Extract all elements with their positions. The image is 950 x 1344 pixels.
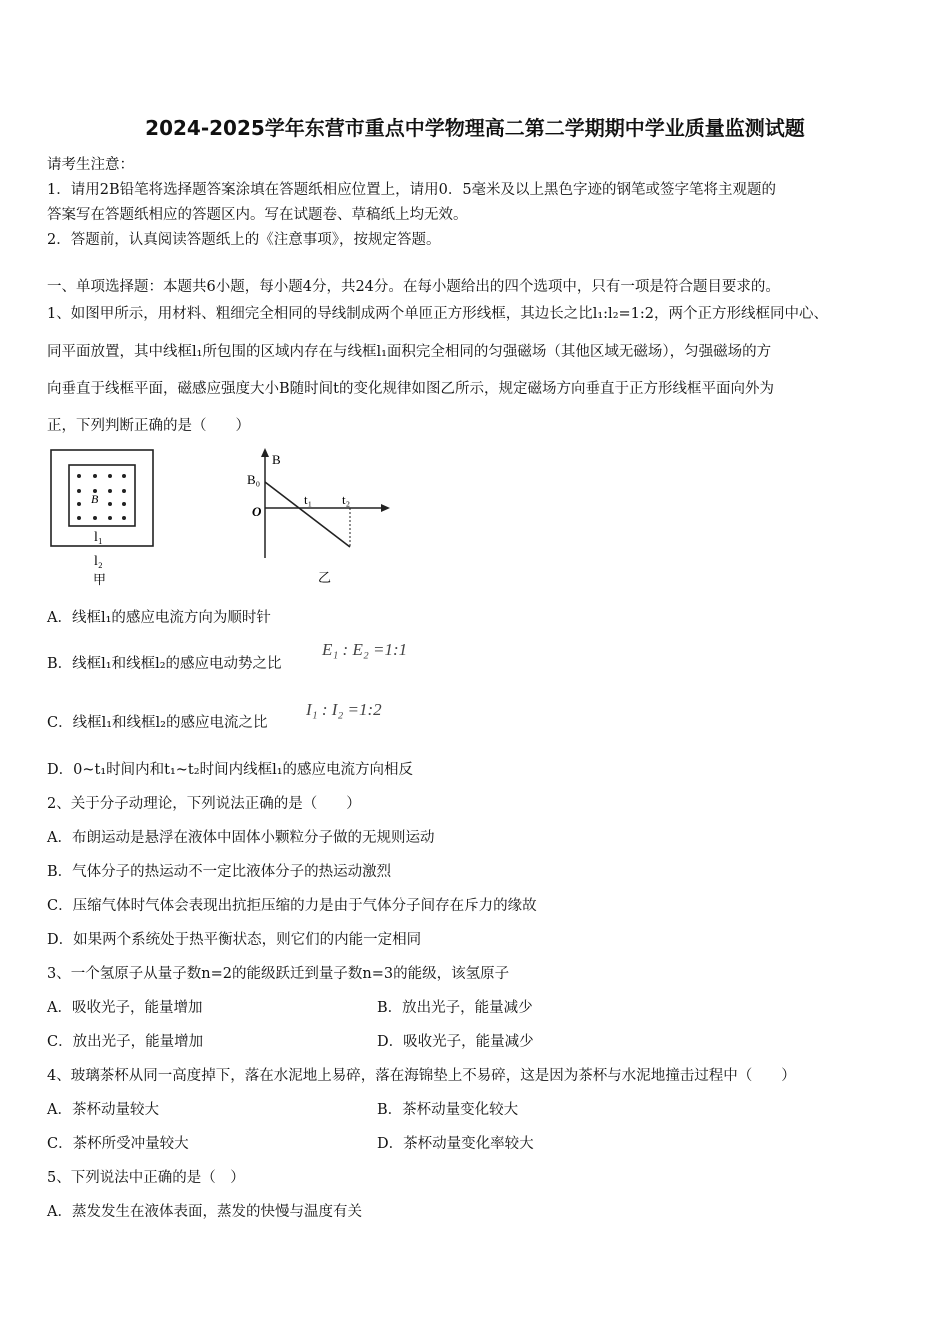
- q5-stem: 5、下列说法中正确的是（ ）: [47, 1170, 245, 1186]
- q1-option-c: C．线框l₁和线框l₂的感应电流之比: [47, 715, 268, 731]
- label-B0: B₀: [247, 472, 261, 487]
- magnetic-field-dots: [77, 474, 126, 520]
- q3-option-c: C．放出光子，能量增加: [47, 1034, 204, 1050]
- notice-line-1: 1．请用2B铅笔将选择题答案涂填在答题纸相应位置上，请用0．5毫米及以上黑色字迹的钢笔或签字笔将主观题的: [47, 182, 777, 198]
- q3-option-a: A．吸收光子，能量增加: [47, 1000, 203, 1016]
- q4-option-a: A．茶杯动量较大: [47, 1102, 159, 1118]
- q2-option-a: A．布朗运动是悬浮在液体中固体小颗粒分子做的无规则运动: [47, 830, 435, 846]
- axis-label-B: B: [272, 452, 281, 467]
- notice-line-3: 2．答题前，认真阅读答题纸上的《注意事项》，按规定答题。: [47, 232, 441, 248]
- q1-option-c-equation: I₁ : I₂ =1:2: [306, 700, 382, 719]
- q1-option-b-equation: E₁ : E₂ =1:1: [322, 640, 408, 659]
- q1-option-b: B．线框l₁和线框l₂的感应电动势之比: [47, 656, 282, 672]
- figure-a: [46, 446, 161, 586]
- q1-stem-line-1: 1、如图甲所示，用材料、粗细完全相同的导线制成两个单匝正方形线框，其边长之比l₁:l₂=1:2，两个正方形线框同中心、: [47, 306, 828, 322]
- q4-option-d: D．茶杯动量变化率较大: [377, 1136, 534, 1152]
- label-l2: l₂: [94, 554, 103, 569]
- label-t1: t₁: [304, 492, 313, 507]
- label-origin: O: [252, 504, 262, 519]
- q1-stem-line-3: 向垂直于线框平面，磁感应强度大小B随时间t的变化规律如图乙所示，规定磁场方向垂直于正方形线框平面向外为: [47, 381, 774, 397]
- label-B-fig-a: B: [91, 492, 99, 506]
- page-title: 2024-2025学年东营市重点中学物理高二第二学期期中学业质量监测试题: [145, 116, 805, 140]
- section-heading: 一、单项选择题：本题共6小题，每小题4分，共24分。在每小题给出的四个选项中，只有一项是符合题目要求的。: [47, 279, 780, 295]
- q1-option-a: A．线框l₁的感应电流方向为顺时针: [47, 610, 271, 626]
- q2-option-b: B．气体分子的热运动不一定比液体分子的热运动激烈: [47, 864, 392, 880]
- q3-stem: 3、一个氢原子从量子数n=2的能级跃迁到量子数n=3的能级，该氢原子: [47, 966, 510, 982]
- label-l1: l₁: [94, 530, 103, 545]
- figure-b: [240, 446, 400, 586]
- notice-heading: 请考生注意：: [47, 157, 134, 173]
- q4-option-c: C．茶杯所受冲量较大: [47, 1136, 189, 1152]
- q1-stem-line-2: 同平面放置，其中线框l₁所包围的区域内存在与线框l₁面积完全相同的匀强磁场（其他区域无磁场），匀强磁场的方: [47, 344, 772, 360]
- q4-option-b: B．茶杯动量变化较大: [377, 1102, 519, 1118]
- caption-b: 乙: [318, 570, 332, 585]
- caption-a: 甲: [93, 572, 107, 586]
- label-t2: t₂: [342, 492, 351, 507]
- q1-stem-line-4: 正，下列判断正确的是（ ）: [47, 418, 250, 434]
- q1-option-d: D．0~t₁时间内和t₁~t₂时间内线框l₁的感应电流方向相反: [47, 762, 414, 778]
- q2-option-c: C．压缩气体时气体会表现出抗拒压缩的力是由于气体分子间存在斥力的缘故: [47, 898, 537, 914]
- q3-option-b: B．放出光子，能量减少: [377, 1000, 533, 1016]
- q3-option-d: D．吸收光子，能量减少: [377, 1034, 534, 1050]
- q2-stem: 2、关于分子动理论，下列说法正确的是（ ）: [47, 796, 361, 812]
- q2-option-d: D．如果两个系统处于热平衡状态，则它们的内能一定相同: [47, 932, 422, 948]
- q4-stem: 4、玻璃茶杯从同一高度掉下，落在水泥地上易碎，落在海锦垫上不易碎，这是因为茶杯与水泥地撞击过程中（ ）: [47, 1068, 796, 1084]
- notice-line-2: 答案写在答题纸相应的答题区内。写在试题卷、草稿纸上均无效。: [47, 207, 468, 223]
- q5-option-a: A．蒸发发生在液体表面，蒸发的快慢与温度有关: [47, 1204, 362, 1220]
